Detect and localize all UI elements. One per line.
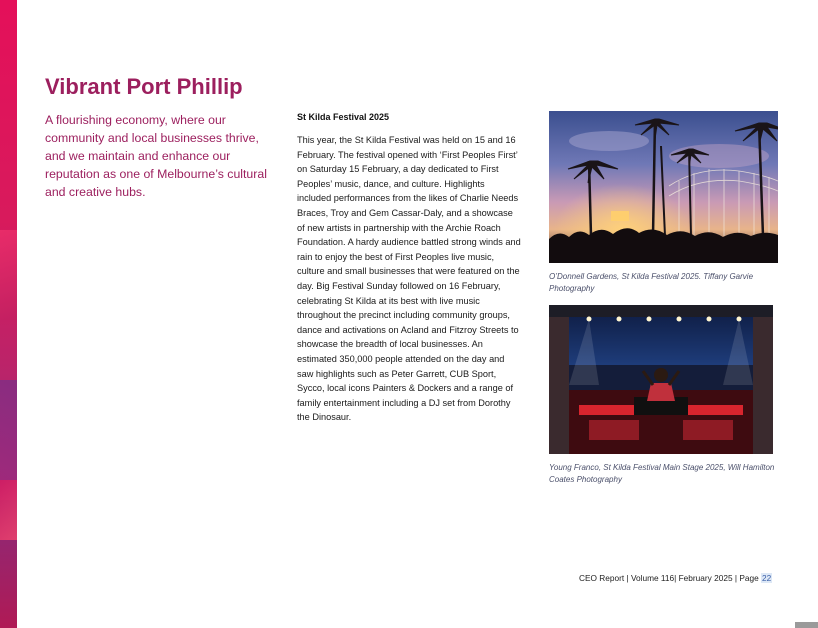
- photo-caption: O’Donnell Gardens, St Kilda Festival 2025. Tiffany Garvie Photography: [549, 272, 754, 293]
- festival-gardens-photo: [549, 111, 778, 263]
- photo-caption: Young Franco, St Kilda Festival Main Stage 2025, Will Hamilton Coates Photography: [549, 463, 775, 484]
- band-facet: [0, 480, 17, 540]
- decorative-side-band: [0, 0, 17, 628]
- corner-mark: [795, 622, 818, 628]
- article-heading: St Kilda Festival 2025: [297, 112, 390, 122]
- page-number: 22: [762, 573, 772, 583]
- section-intro: A flourishing economy, where our community and local businesses thrive, and we maintain and enhance our reputation as one of Melbourne’s cultural and creative hubs.: [45, 113, 267, 199]
- page-title: Vibrant Port Phillip: [45, 74, 243, 99]
- page-footer: [579, 573, 772, 583]
- band-facet: [0, 230, 17, 320]
- main-stage-photo: [549, 305, 773, 454]
- article-body: This year, the St Kilda Festival was held on 15 and 16 February. The festival opened with ‘First Peoples First’ on Saturday 15 February, a day dedicated to First Peoples’ music, dance, and culture. Highlights included performances from the likes of Charlie Needs Braces, Troy and Gem Cassar-Daly, and a showcase of new artists in partnership with the Archie Roach Foundation. A hardy audience battled strong winds and rain to enjoy the best of First Peoples live music, culture and small businesses that were featured on the day. Big Festival Sunday followed on 16 February, celebrating St Kilda at its best with live music throughout the precinct including community groups, dance and activations on Acland and Fitzroy Streets to showcase the breadth of local businesses. An estimated 350,000 people attended on the day and saw highlights such as Peter Garrett, CUB Sport, Sycco, local icons Painters & Dockers and a range of family entertainment including a DJ set from Dorothy the Dinosaur.: [297, 135, 521, 423]
- footer-text: CEO Report | Volume 116| February 2025 | Page: [579, 573, 762, 583]
